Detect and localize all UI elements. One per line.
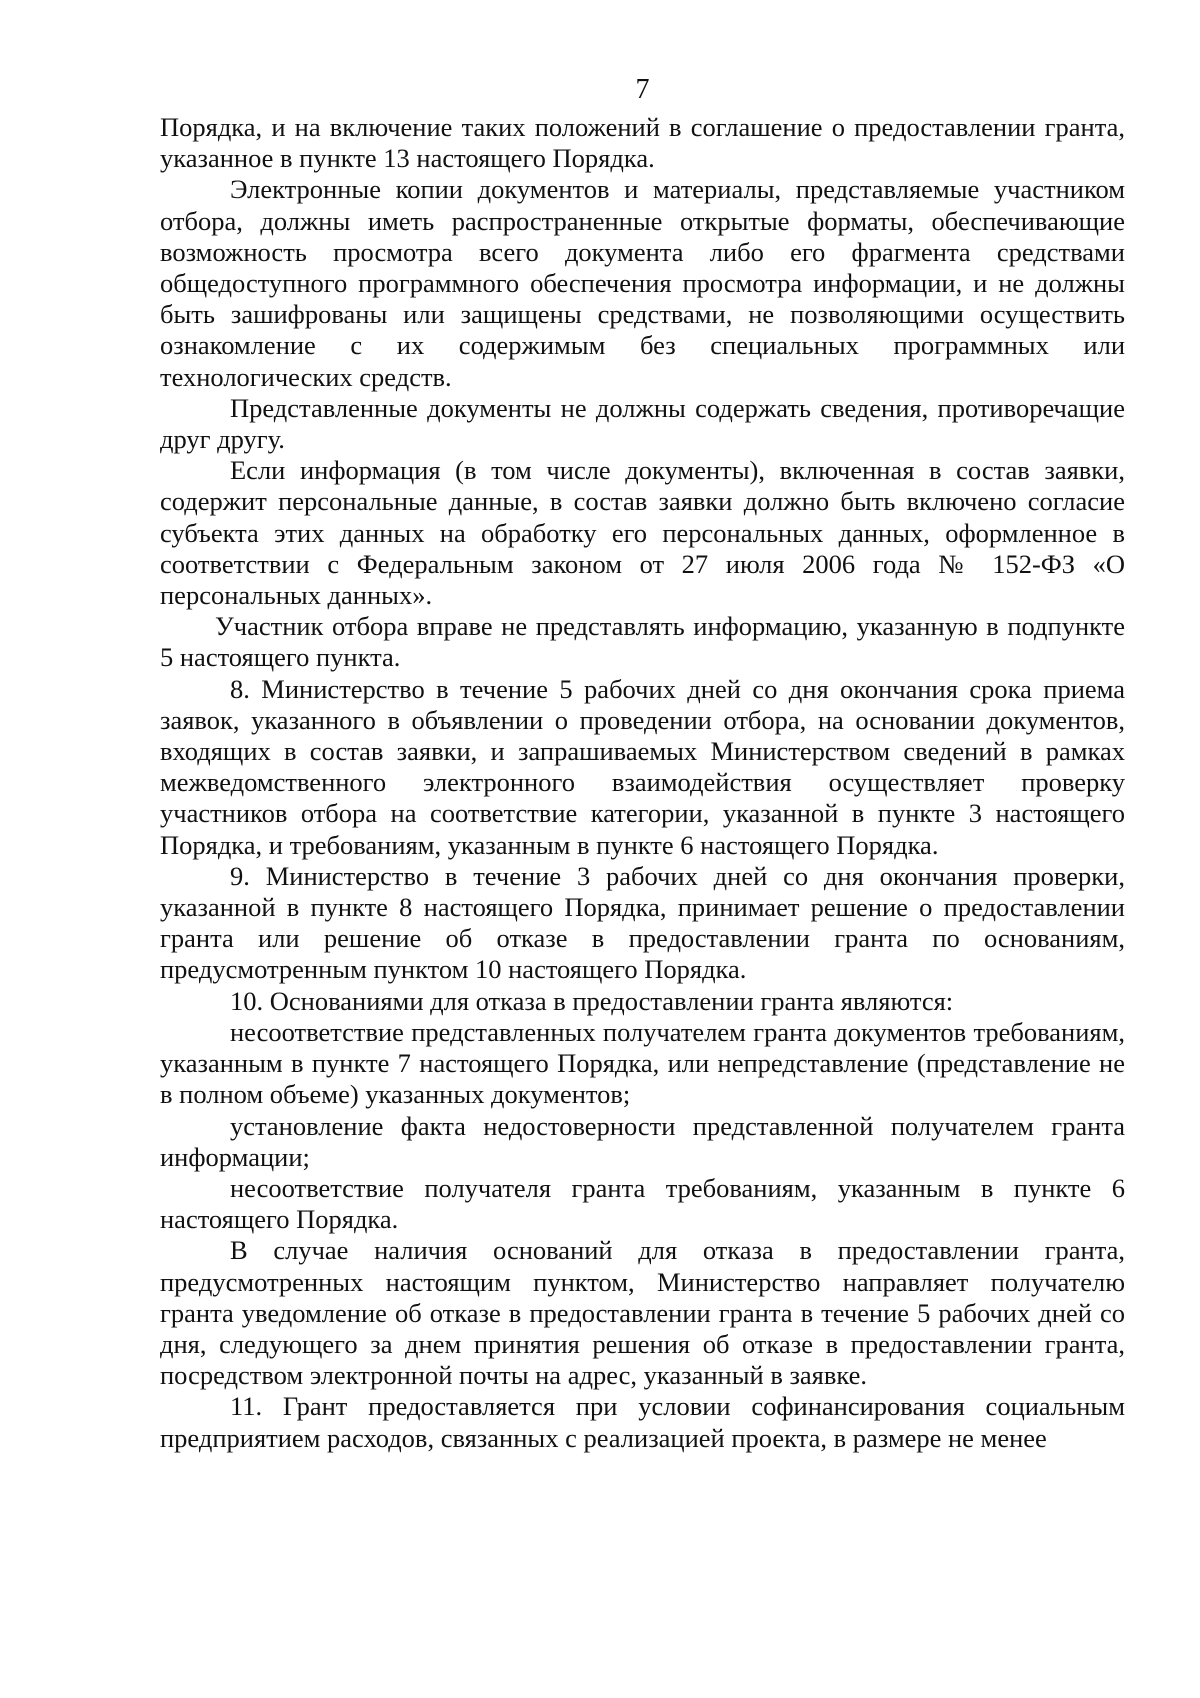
paragraph: установление факта недостоверности представленной получателем гранта информации; <box>160 1110 1125 1172</box>
paragraph: Участник отбора вправе не представлять информацию, указанную в подпункте 5 настоящего пункта. <box>160 611 1125 673</box>
paragraph: Электронные копии документов и материалы, представляемые участником отбора, должны иметь распространенные открытые форматы, обеспечивающие возможность просмотра всего документа либо его фрагмента средствами общедоступного программного обеспечения просмотра информации, и не должны быть зашифрованы или защищены средствами, не позволяющими осуществить ознакомление с их содержимым без специальных программных или технологических средств. <box>160 174 1125 392</box>
paragraph: 8. Министерство в течение 5 рабочих дней со дня окончания срока приема заявок, указанного в объявлении о проведении отбора, на основании документов, входящих в состав заявки, и запрашиваемых Министерством сведений в рамках межведомственного электронного взаимодействия осуществляет проверку участников отбора на соответствие категории, указанной в пункте 3 настоящего Порядка, и требованиям, указанным в пункте 6 настоящего Порядка. <box>160 673 1125 860</box>
paragraph: В случае наличия оснований для отказа в предоставлении гранта, предусмотренных настоящим пунктом, Министерство направляет получателю гранта уведомление об отказе в предоставлении гранта в течение 5 рабочих дней со дня, следующего за днем принятия решения об отказе в предоставлении гранта, посредством электронной почты на адрес, указанный в заявке. <box>160 1235 1125 1391</box>
paragraph: Порядка, и на включение таких положений в соглашение о предоставлении гранта, указанное в пункте 13 настоящего Порядка. <box>160 112 1125 174</box>
paragraph: 9. Министерство в течение 3 рабочих дней со дня окончания проверки, указанной в пункте 8 настоящего Порядка, принимает решение о предоставлении гранта или решение об отказе в предоставлении гранта по основаниям, предусмотренным пунктом 10 настоящего Порядка. <box>160 860 1125 985</box>
paragraph: несоответствие получателя гранта требованиям, указанным в пункте 6 настоящего Порядка. <box>160 1172 1125 1235</box>
paragraph: 10. Основаниями для отказа в предоставлении гранта являются: <box>230 985 954 1016</box>
paragraph: несоответствие представленных получателем гранта документов требованиям, указанным в пункте 7 настоящего Порядка, или непредставление (представление не в полном объеме) указанных документов; <box>160 1016 1125 1110</box>
page-number: 7 <box>635 74 650 105</box>
document-page <box>160 70 1125 1454</box>
paragraph: 11. Грант предоставляется при условии софинансирования социальным предприятием расходов, связанных с реализацией проекта, в размере не менее <box>160 1391 1125 1453</box>
document-body <box>160 112 1125 1454</box>
paragraph: Представленные документы не должны содержать сведения, противоречащие друг другу. <box>160 392 1125 455</box>
paragraph: Если информация (в том числе документы), включенная в состав заявки, содержит персональные данные, в состав заявки должно быть включено согласие субъекта этих данных на обработку его персональных данных, оформленное в соответствии с Федеральным законом от 27 июля 2006 года № 152-ФЗ «О персональных данных». <box>160 455 1125 611</box>
